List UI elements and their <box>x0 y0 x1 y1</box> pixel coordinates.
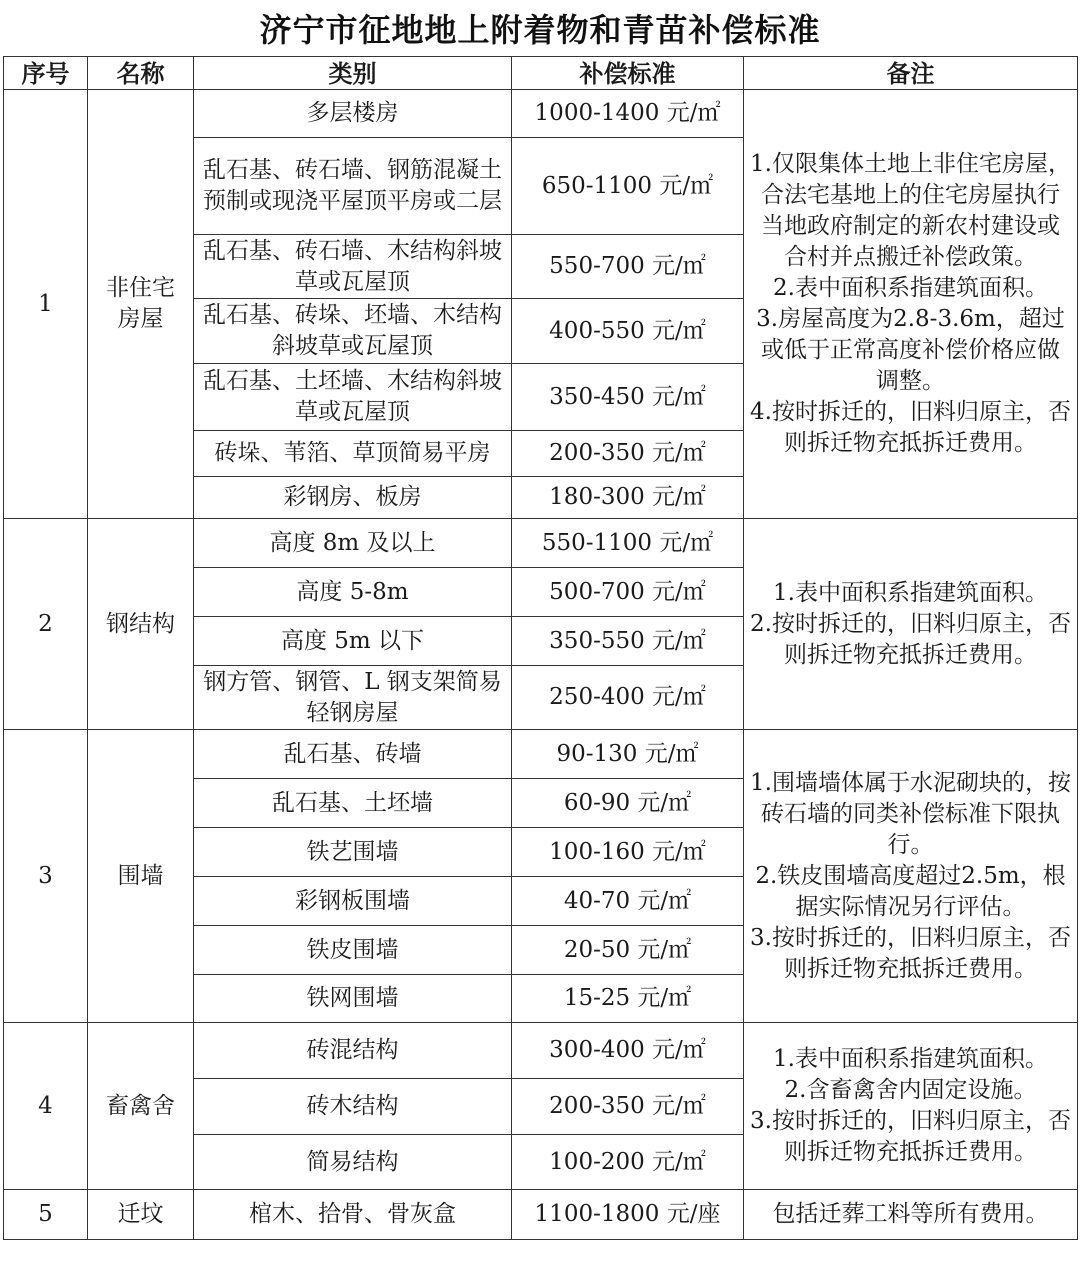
table-row <box>4 1023 1078 1079</box>
document-title: 济宁市征地地上附着物和青苗补偿标准 <box>259 11 821 49</box>
table-row <box>4 730 1078 779</box>
row-standard: 20-50 元/㎡ <box>512 926 744 975</box>
row-standard: 550-700 元/㎡ <box>512 235 744 299</box>
header-no: 序号 <box>4 57 88 90</box>
row-category: 乱石基、土坯墙、木结构斜坡草或瓦屋顶 <box>194 364 512 431</box>
note-line: 包括迁葬工料等所有费用。 <box>772 1201 1049 1227</box>
note-line: 2.按时拆迁的，旧料归原主，否则拆迁物充抵拆迁费用。 <box>750 610 1071 668</box>
row-standard: 350-550 元/㎡ <box>512 617 744 666</box>
group-no: 4 <box>4 1023 88 1190</box>
row-category: 铁艺围墙 <box>194 828 512 877</box>
row-category: 彩钢板围墙 <box>194 877 512 926</box>
note-line: 1.仅限集体土地上非住宅房屋，合法宅基地上的住宅房屋执行当地政府制定的新农村建设或合村并点搬迁补偿政策。 <box>750 151 1071 270</box>
row-category: 彩钢房、板房 <box>194 477 512 519</box>
note-line: 3.按时拆迁的，旧料归原主，否则拆迁物充抵拆迁费用。 <box>750 924 1071 982</box>
row-standard: 650-1100 元/㎡ <box>512 138 744 235</box>
note-line: 2.表中面积系指建筑面积。 <box>773 275 1048 301</box>
table-row <box>4 519 1078 568</box>
row-standard: 15-25 元/㎡ <box>512 975 744 1023</box>
note-line: 1.围墙墙体属于水泥砌块的，按砖石墙的同类补偿标准下限执行。 <box>750 769 1071 858</box>
note-line: 3.按时拆迁的，旧料归原主，否则拆迁物充抵拆迁费用。 <box>750 1108 1071 1165</box>
row-category: 铁皮围墙 <box>194 926 512 975</box>
table-row <box>4 90 1078 138</box>
group-notes <box>744 730 1078 1023</box>
group-no: 2 <box>4 519 88 730</box>
row-category: 铁网围墙 <box>194 975 512 1023</box>
note-line: 1.表中面积系指建筑面积。 <box>773 1046 1048 1072</box>
row-category: 乱石基、砖垛、坯墙、木结构斜坡草或瓦屋顶 <box>194 299 512 364</box>
group-name: 钢结构 <box>88 519 194 730</box>
row-category: 高度 5-8m <box>194 568 512 617</box>
group-name: 迁坟 <box>88 1190 194 1240</box>
row-standard: 550-1100 元/㎡ <box>512 519 744 568</box>
group-notes <box>744 1190 1078 1240</box>
group-name: 畜禽舍 <box>88 1023 194 1190</box>
row-standard: 40-70 元/㎡ <box>512 877 744 926</box>
header-category: 类别 <box>194 57 512 90</box>
row-standard: 90-130 元/㎡ <box>512 730 744 779</box>
row-standard: 100-160 元/㎡ <box>512 828 744 877</box>
row-standard: 300-400 元/㎡ <box>512 1023 744 1079</box>
table-header-row <box>4 57 1078 90</box>
row-category: 乱石基、砖石墙、钢筋混凝土预制或现浇平屋顶平房或二层 <box>194 138 512 235</box>
row-category: 乱石基、土坯墙 <box>194 779 512 828</box>
group-notes <box>744 90 1078 519</box>
row-category: 简易结构 <box>194 1135 512 1190</box>
note-line: 2.铁皮围墙高度超过2.5m，根据实际情况另行评估。 <box>755 862 1066 920</box>
row-category: 高度 5m 以下 <box>194 617 512 666</box>
group-no: 3 <box>4 730 88 1023</box>
row-standard: 1100-1800 元/座 <box>512 1190 744 1240</box>
header-name: 名称 <box>88 57 194 90</box>
note-line: 1.表中面积系指建筑面积。 <box>773 579 1048 606</box>
row-category: 高度 8m 及以上 <box>194 519 512 568</box>
row-standard: 60-90 元/㎡ <box>512 779 744 828</box>
group-no: 5 <box>4 1190 88 1240</box>
group-name-text: 非住宅房屋 <box>106 275 175 332</box>
row-standard: 1000-1400 元/㎡ <box>512 90 744 138</box>
row-standard: 100-200 元/㎡ <box>512 1135 744 1190</box>
row-category: 乱石基、砖石墙、木结构斜坡草或瓦屋顶 <box>194 235 512 299</box>
header-note: 备注 <box>744 57 1078 90</box>
row-category: 砖木结构 <box>194 1079 512 1135</box>
table-row <box>4 1190 1078 1240</box>
note-line: 3.房屋高度为2.8-3.6m，超过或低于正常高度补偿价格应做调整。 <box>756 306 1065 394</box>
group-notes <box>744 1023 1078 1190</box>
row-standard: 200-350 元/㎡ <box>512 431 744 477</box>
row-standard: 250-400 元/㎡ <box>512 666 744 730</box>
compensation-table <box>3 56 1078 1240</box>
row-category: 钢方管、钢管、L 钢支架简易轻钢房屋 <box>194 666 512 730</box>
note-line: 2.含畜禽舍内固定设施。 <box>784 1077 1037 1103</box>
note-line: 4.按时拆迁的，旧料归原主，否则拆迁物充抵拆迁费用。 <box>750 399 1071 456</box>
row-category: 多层楼房 <box>194 90 512 138</box>
row-standard: 500-700 元/㎡ <box>512 568 744 617</box>
row-category: 砖混结构 <box>194 1023 512 1079</box>
row-standard: 400-550 元/㎡ <box>512 299 744 364</box>
group-notes <box>744 519 1078 730</box>
row-category: 棺木、拾骨、骨灰盒 <box>194 1190 512 1240</box>
row-standard: 200-350 元/㎡ <box>512 1079 744 1135</box>
row-standard: 180-300 元/㎡ <box>512 477 744 519</box>
group-name: 围墙 <box>88 730 194 1023</box>
header-standard: 补偿标准 <box>512 57 744 90</box>
group-no: 1 <box>4 90 88 519</box>
group-name <box>88 90 194 519</box>
row-category: 砖垛、苇箔、草顶简易平房 <box>194 431 512 477</box>
row-standard: 350-450 元/㎡ <box>512 364 744 431</box>
row-category: 乱石基、砖墙 <box>194 730 512 779</box>
